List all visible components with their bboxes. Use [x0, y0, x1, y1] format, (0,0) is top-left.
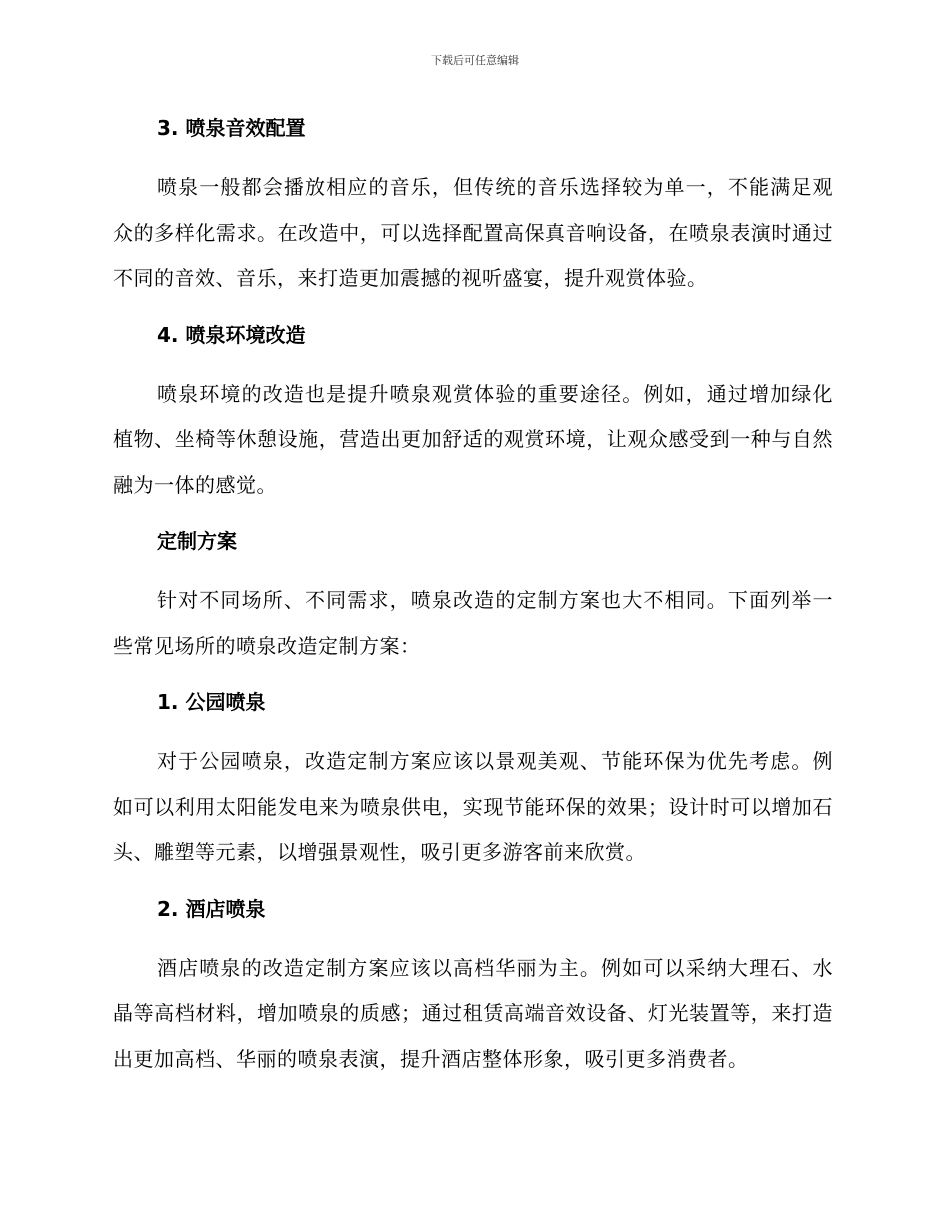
section-paragraph: 针对不同场所、不同需求，喷泉改造的定制方案也大不相同。下面列举一些常见场所的喷泉改造定制方案：	[113, 588, 833, 658]
section-paragraph: 酒店喷泉的改造定制方案应该以高档华丽为主。例如可以采纳大理石、水晶等高档材料，增加喷泉的质感；通过租赁高端音效设备、灯光装置等，来打造出更加高档、华丽的喷泉表演，提升酒店整体形象，吸引更多消费者。	[113, 955, 833, 1071]
section-heading: 3. 喷泉音效配置	[157, 116, 306, 140]
section-heading: 2. 酒店喷泉	[157, 896, 266, 921]
document-body	[113, 108, 833, 1082]
section-heading: 定制方案	[157, 529, 237, 553]
section-paragraph: 喷泉环境的改造也是提升喷泉观赏体验的重要途径。例如，通过增加绿化植物、坐椅等休憩设施，营造出更加舒适的观赏环境，让观众感受到一种与自然融为一体的感觉。	[113, 381, 833, 497]
page-header: 下载后可任意编辑	[431, 54, 519, 67]
section-heading: 1. 公园喷泉	[157, 690, 266, 714]
section-paragraph: 喷泉一般都会播放相应的音乐，但传统的音乐选择较为单一，不能满足观众的多样化需求。在改造中，可以选择配置高保真音响设备，在喷泉表演时通过不同的音效、音乐，来打造更加震撼的视听盛宴，提升观赏体验。	[113, 175, 833, 290]
section-heading: 4. 喷泉环境改造	[157, 322, 306, 347]
section-paragraph: 对于公园喷泉，改造定制方案应该以景观美观、节能环保为优先考虑。例如可以利用太阳能发电来为喷泉供电，实现节能环保的效果；设计时可以增加石头、雕塑等元素，以增强景观性，吸引更多游客前来欣赏。	[113, 749, 833, 864]
